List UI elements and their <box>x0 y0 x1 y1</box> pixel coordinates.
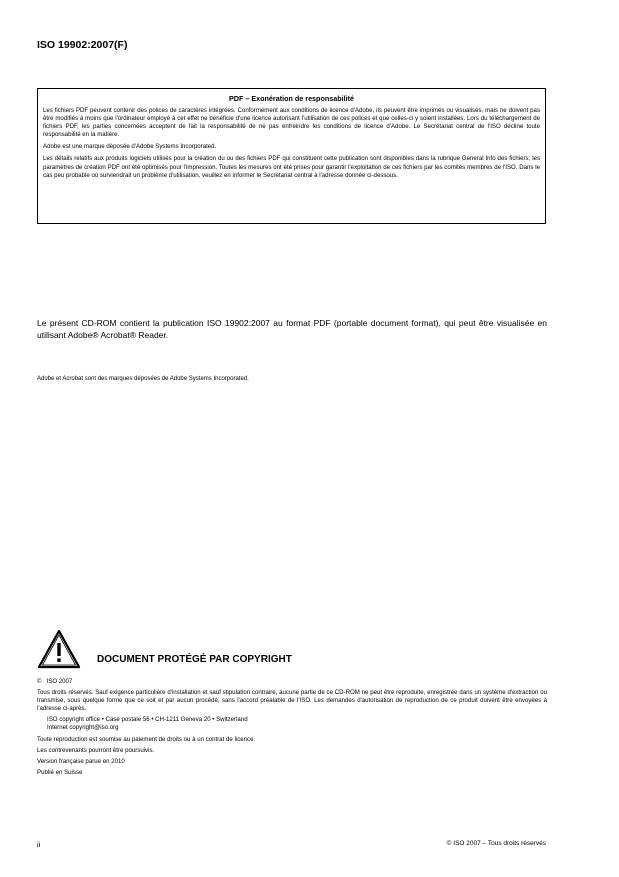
footer-copyright: © ISO 2007 – Tous droits réservés <box>446 840 546 847</box>
cdrom-description: Le présent CD-ROM contient la publication ISO 19902:2007 au format PDF (portable document format), qui peut être visualisée en utilisant Adobe® Acrobat® Reader. <box>37 318 547 340</box>
disclaimer-paragraph-fonts: Les fichiers PDF peuvent contenir des polices de caractères intégrées. Conformément aux conditions de licence d'Adobe, ils peuvent être imprimés ou visualisés, mais ne doivent pas être modifiés à moins que l'ordinateur employé à cet effet ne bénéficie d'une licence autorisant l'utilisation de ces polices et que celles-ci y soient installées. Lors du téléchargement de fichiers PDF, les parties concernées acceptent de fait la responsabilité de ne pas enfreindre les conditions de licence d'Adobe. Le Secrétariat central de l'ISO décline toute responsabilité en la matière. <box>43 107 540 139</box>
published-notice: Publié en Suisse <box>37 768 83 776</box>
prosecution-notice: Les contrevenants pourront être poursuivis. <box>37 746 155 754</box>
copyright-symbol-line: © ISO 2007 <box>37 678 73 685</box>
disclaimer-paragraph-details: Les détails relatifs aux produits logiciels utilisés pour la création du ou des fichiers PDF qui constituent cette publication sont disponibles dans la rubrique General Info des fichiers; les paramètres de création PDF ont été optimisés pour l'impression. Toutes les mesures ont été prises pour garantir l'exploitation de ces fichiers par les comités membres de l'ISO. Dans le cas peu probable où surviendrait un problème d'utilisation, veuillez en informer le Secrétariat central à l'adresse donnée ci-dessous. <box>43 155 540 179</box>
disclaimer-paragraph-adobe: Adobe est une marque déposée d'Adobe Systems Incorporated. <box>43 143 217 151</box>
reproduction-notice: Toute reproduction est soumise au paiement de droits ou à un contrat de licence. <box>37 735 256 743</box>
disclaimer-title: PDF – Exonération de responsabilité <box>228 94 354 103</box>
copyright-block <box>37 678 547 780</box>
copyright-internet: Internet copyright@iso.org <box>47 724 119 732</box>
version-notice: Version française parue en 2010 <box>37 757 125 765</box>
trademark-notice: Adobe et Acrobat sont des marques déposées de Adobe Systems Incorporated. <box>37 376 249 382</box>
copyright-office-address: ISO copyright office • Case postale 56 • CH-1211 Geneva 20 • Switzerland <box>47 716 248 724</box>
page-number: ii <box>37 840 41 849</box>
warning-triangle-icon <box>37 629 81 669</box>
copyright-heading: DOCUMENT PROTÉGÉ PAR COPYRIGHT <box>97 654 292 665</box>
pdf-disclaimer-box <box>37 88 546 224</box>
rights-reserved-text: Tous droits réservés. Sauf exigence particulière d'installation et sauf stipulation contraire, aucune partie de ce CD-ROM ne peut être reproduite, enregistrée dans un système d'extraction ou transmise, sous quelque forme que ce soit et par aucun procédé, sans l'accord préalable de l'ISO. Les demandes d'autorisation de reproduction de ce produit doivent être envoyées à l'adresse ci-après. <box>37 689 547 713</box>
document-id: ISO 19902:2007(F) <box>37 39 128 51</box>
